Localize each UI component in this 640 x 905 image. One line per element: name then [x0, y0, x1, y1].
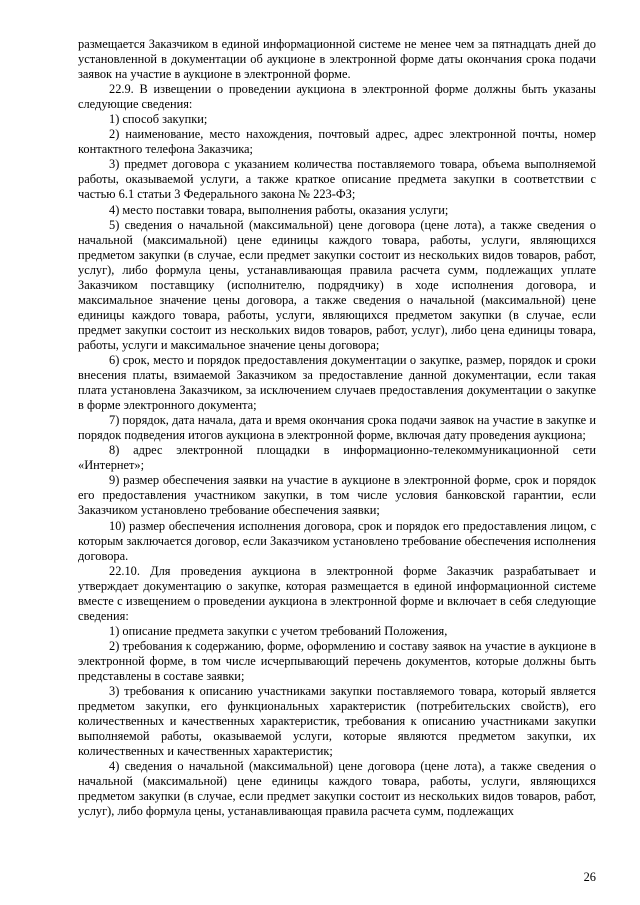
list-item-22-9-8: 8) адрес электронной площадки в информационно-телекоммуникационной сети «Интернет»; — [78, 443, 596, 473]
page-number: 26 — [583, 870, 596, 884]
paragraph-22-9-heading: 22.9. В извещении о проведении аукциона в электронной форме должны быть указаны следующие сведения: — [78, 82, 596, 112]
paragraph-22-10-heading: 22.10. Для проведения аукциона в электронной форме Заказчик разрабатывает и утверждает документацию о закупке, которая размещается в единой информационной системе вместе с извещением о проведении аукциона в электронной форме и включает в себя следующие сведения: — [78, 563, 596, 623]
paragraph-continuation: размещается Заказчиком в единой информационной системе не менее чем за пятнадцать дней до установленной в документации об аукционе в электронной форме даты окончания срока подачи заявок на участие в аукционе в электронной форме. — [78, 37, 596, 82]
list-item-22-10-4: 4) сведения о начальной (максимальной) цене договора (цене лота), а также сведения о начальной (максимальной) цене единицы каждого товара, работы, услуги, являющихся предметом закупки (в случае, если предмет закупки состоит из нескольких видов товаров, работ, услуг), либо формула цены, устанавливающая правила расчета сумм, подлежащих — [78, 759, 596, 819]
list-item-22-9-2: 2) наименование, место нахождения, почтовый адрес, адрес электронной почты, номер контактного телефона Заказчика; — [78, 127, 596, 157]
list-item-22-9-4: 4) место поставки товара, выполнения работы, оказания услуги; — [109, 202, 449, 217]
list-item-22-9-5: 5) сведения о начальной (максимальной) цене договора (цене лота), а также сведения о начальной (максимальной) цене единицы каждого товара, работы, услуги, являющихся предметом закупки (в случае, если предмет закупки состоит из нескольких видов товаров, работ, услуг), либо формула цены, устанавливающая правила расчета сумм, подлежащих уплате Заказчиком поставщику (исполнителю, подрядчику) в ходе исполнения договора, и максимальное значение цены договора, а также сведения о начальной (максимальной) цене единицы каждого товара, работы, услуги, являющихся предметом закупки (в случае, если предмет закупки состоит из нескольких видов товаров, работ, услуг), либо цена единицы товара, работы, услуги и максимальное значение цены договора; — [78, 217, 596, 352]
list-item-22-10-2: 2) требования к содержанию, форме, оформлению и составу заявок на участие в аукционе в электронной форме, в том числе исчерпывающий перечень документов, которые должны быть представлены в составе заявки; — [78, 638, 596, 683]
document-body — [78, 37, 596, 819]
list-item-22-9-7: 7) порядок, дата начала, дата и время окончания срока подачи заявок на участие в закупке и порядок подведения итогов аукциона в электронной форме, включая дату проведения аукциона; — [78, 413, 596, 443]
list-item-22-10-1: 1) описание предмета закупки с учетом требований Положения, — [109, 623, 448, 638]
list-item-22-9-9: 9) размер обеспечения заявки на участие в аукционе в электронной форме, срок и порядок его предоставления участником закупки, в том числе условия банковской гарантии, если Заказчиком установлено требование обеспечения заявки; — [78, 473, 596, 518]
list-item-22-9-10: 10) размер обеспечения исполнения договора, срок и порядок его предоставления лицом, с которым заключается договор, если Заказчиком установлено требование обеспечения исполнения договора. — [78, 518, 596, 563]
list-item-22-10-3: 3) требования к описанию участниками закупки поставляемого товара, который является предметом закупки, его функциональных характеристик (потребительских свойств), его количественных и качественных характеристик, требования к описанию участниками закупки выполняемой работы, оказываемой услуги, которые являются предметом закупки, их количественных и качественных характеристик; — [78, 684, 596, 759]
list-item-22-9-1: 1) способ закупки; — [109, 112, 208, 127]
list-item-22-9-6: 6) срок, место и порядок предоставления документации о закупке, размер, порядок и сроки внесения платы, взимаемой Заказчиком за предоставление данной документации, если такая плата установлена Заказчиком, за исключением случаев предоставления документации о закупке в форме электронного документа; — [78, 352, 596, 413]
list-item-22-9-3: 3) предмет договора с указанием количества поставляемого товара, объема выполняемой работы, оказываемой услуги, а также краткое описание предмета закупки в соответствии с частью 6.1 статьи 3 Федерального закона № 223-ФЗ; — [78, 157, 596, 202]
